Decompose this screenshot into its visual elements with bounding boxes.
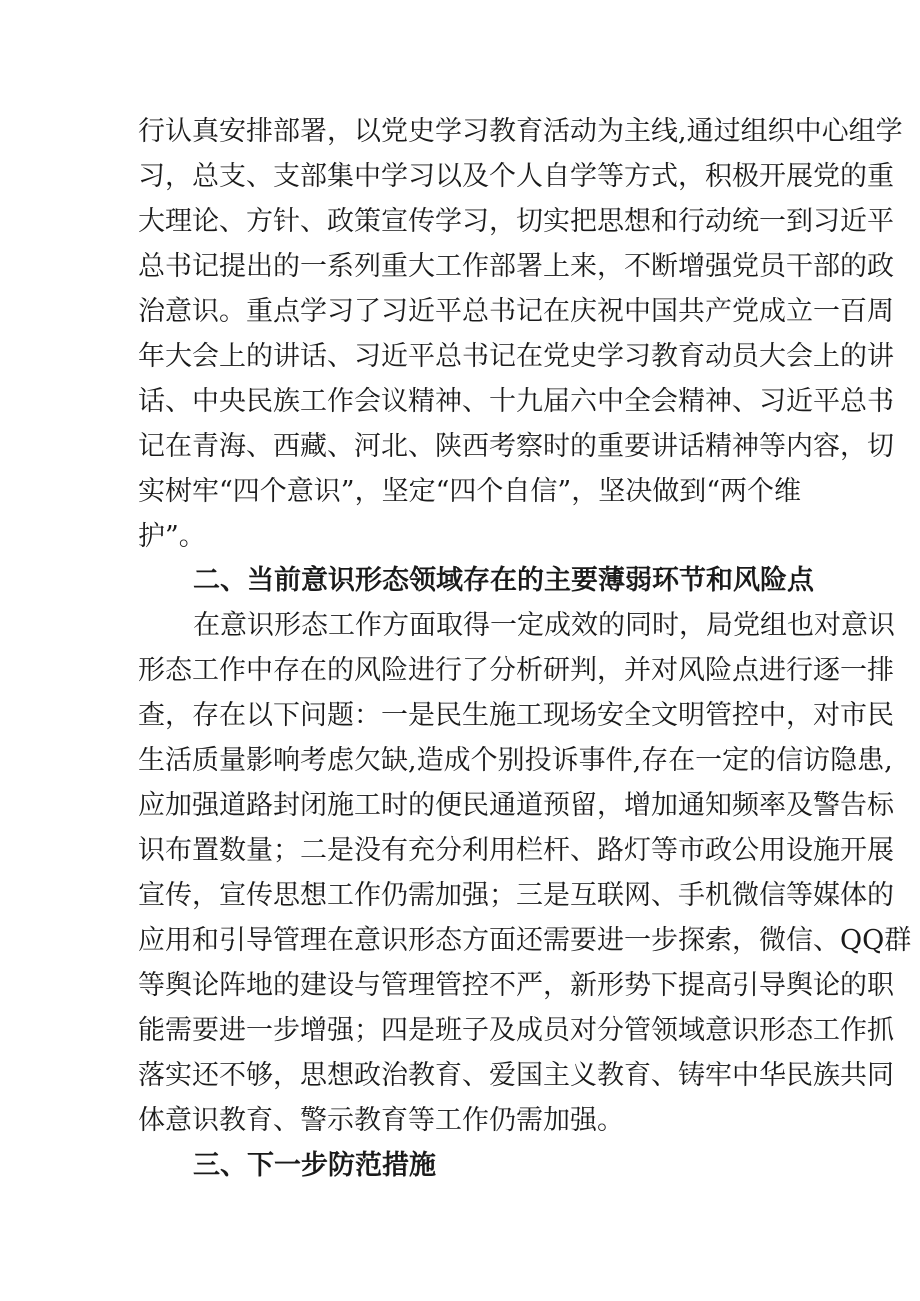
paragraph-line: 习，总支、支部集中学习以及个人自学等方式，积极开展党的重 bbox=[138, 161, 894, 192]
paragraph-line: 应加强道路封闭施工时的便民通道预留，增加通知频率及警告标 bbox=[138, 790, 894, 821]
paragraph-line: 识布置数量；二是没有充分利用栏杆、路灯等市政公用设施开展 bbox=[138, 835, 894, 866]
section-heading: 三、下一步防范措施 bbox=[193, 1150, 436, 1181]
paragraph-line: 总书记提出的一系列重大工作部署上来，不断增强党员干部的政 bbox=[138, 251, 894, 282]
paragraph-line: 大理论、方针、政策宣传学习，切实把思想和行动统一到习近平 bbox=[138, 206, 894, 237]
paragraph-line: 治意识。重点学习了习近平总书记在庆祝中国共产党成立一百周 bbox=[138, 296, 894, 327]
paragraph-line: 行认真安排部署，以党史学习教育活动为主线,通过组织中心组学 bbox=[138, 116, 903, 147]
paragraph-line: 能需要进一步增强；四是班子及成员对分管领域意识形态工作抓 bbox=[138, 1015, 894, 1046]
paragraph-line: 记在青海、西藏、河北、陕西考察时的重要讲话精神等内容，切 bbox=[138, 431, 894, 462]
paragraph-line: 等舆论阵地的建设与管理管控不严，新形势下提高引导舆论的职 bbox=[138, 970, 894, 1001]
paragraph-line: 实树牢“四个意识”，坚定“四个自信”，坚决做到“两个维 bbox=[138, 476, 802, 507]
paragraph-line: 体意识教育、警示教育等工作仍需加强。 bbox=[138, 1105, 624, 1136]
section-heading: 二、当前意识形态领域存在的主要薄弱环节和风险点 bbox=[193, 565, 814, 596]
paragraph-line: 年大会上的讲话、习近平总书记在党史学习教育动员大会上的讲 bbox=[138, 341, 894, 372]
paragraph-line: 查，存在以下问题：一是民生施工现场安全文明管控中，对市民 bbox=[138, 700, 894, 731]
paragraph-line: 护”。 bbox=[138, 521, 206, 552]
paragraph-line: 形态工作中存在的风险进行了分析研判，并对风险点进行逐一排 bbox=[138, 655, 894, 686]
paragraph-line: 在意识形态工作方面取得一定成效的同时，局党组也对意识 bbox=[193, 610, 895, 641]
paragraph-line: 生活质量影响考虑欠缺,造成个别投诉事件,存在一定的信访隐患, bbox=[138, 745, 893, 776]
paragraph-line: 落实还不够，思想政治教育、爱国主义教育、铸牢中华民族共同 bbox=[138, 1060, 894, 1091]
paragraph-line: 宣传，宣传思想工作仍需加强；三是互联网、手机微信等媒体的 bbox=[138, 880, 894, 911]
paragraph-line: 应用和引导管理在意识形态方面还需要进一步探索，微信、QQ群 bbox=[138, 925, 912, 956]
paragraph-line: 话、中央民族工作会议精神、十九届六中全会精神、习近平总书 bbox=[138, 386, 894, 417]
